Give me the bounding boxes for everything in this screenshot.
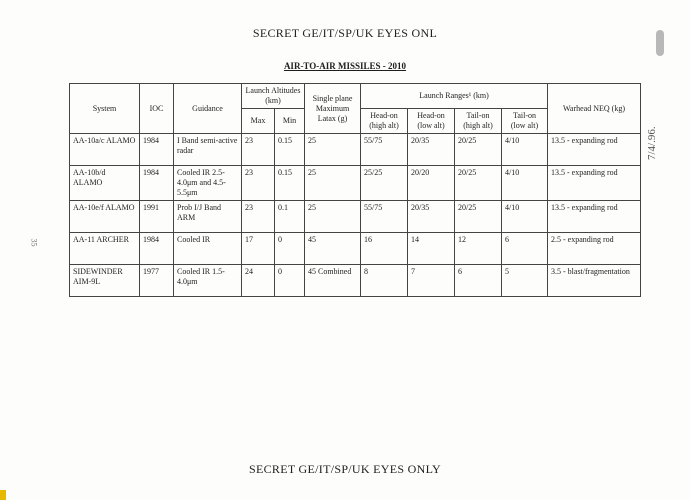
cell-head-on-high: 25/25: [361, 166, 408, 201]
cell-max: 23: [242, 201, 275, 233]
cell-warhead: 13.5 - expanding rod: [548, 166, 641, 201]
cell-ioc: 1984: [140, 233, 174, 265]
cell-tail-on-high: 12: [455, 233, 502, 265]
table-row: [70, 166, 641, 201]
cell-latax: 45 Combined: [305, 265, 361, 297]
cell-head-on-high: 55/75: [361, 201, 408, 233]
cell-head-on-low: 20/35: [408, 134, 455, 166]
cell-latax: 25: [305, 166, 361, 201]
cell-tail-on-low: 5: [502, 265, 548, 297]
cell-tail-on-low: 4/10: [502, 166, 548, 201]
cell-min: 0: [275, 265, 305, 297]
cell-max: 23: [242, 166, 275, 201]
cell-head-on-high: 8: [361, 265, 408, 297]
table-row: [70, 201, 641, 233]
cell-guidance: Cooled IR 2.5-4.0μm and 4.5-5.5μm: [174, 166, 242, 201]
cell-ioc: 1977: [140, 265, 174, 297]
cell-tail-on-high: 20/25: [455, 201, 502, 233]
cell-system: AA-10b/d ALAMO: [70, 166, 140, 201]
cell-max: 24: [242, 265, 275, 297]
col-head-on-high: Head-on (high alt): [361, 109, 408, 134]
cell-min: 0: [275, 233, 305, 265]
col-launch-altitudes: Launch Altitudes (km): [242, 84, 305, 109]
cell-warhead: 3.5 - blast/fragmentation: [548, 265, 641, 297]
cell-ioc: 1991: [140, 201, 174, 233]
cell-min: 0.1: [275, 201, 305, 233]
cell-guidance: I Band semi-active radar: [174, 134, 242, 166]
col-warhead: Warhead NEQ (kg): [548, 84, 641, 134]
cell-head-on-low: 20/35: [408, 201, 455, 233]
table-row: [70, 265, 641, 297]
corner-mark: [0, 490, 6, 500]
cell-max: 23: [242, 134, 275, 166]
cell-tail-on-high: 6: [455, 265, 502, 297]
col-tail-on-low: Tail-on (low alt): [502, 109, 548, 134]
cell-system: SIDEWINDER AIM-9L: [70, 265, 140, 297]
page-number: 35: [29, 238, 39, 247]
col-tail-on-high: Tail-on (high alt): [455, 109, 502, 134]
cell-min: 0.15: [275, 166, 305, 201]
col-min: Min: [275, 109, 305, 134]
cell-system: AA-11 ARCHER: [70, 233, 140, 265]
table-header-row: [70, 84, 641, 109]
cell-head-on-low: 7: [408, 265, 455, 297]
cell-head-on-low: 20/20: [408, 166, 455, 201]
cell-guidance: Cooled IR 1.5-4.0μm: [174, 265, 242, 297]
col-single-plane-latax: Single plane Maximum Latax (g): [305, 84, 361, 134]
cell-head-on-low: 14: [408, 233, 455, 265]
col-head-on-low: Head-on (low alt): [408, 109, 455, 134]
cell-latax: 25: [305, 134, 361, 166]
cell-warhead: 13.5 - expanding rod: [548, 134, 641, 166]
col-system: System: [70, 84, 140, 134]
cell-warhead: 13.5 - expanding rod: [548, 201, 641, 233]
col-guidance: Guidance: [174, 84, 242, 134]
document-title: AIR-TO-AIR MISSILES - 2010: [283, 61, 407, 71]
cell-tail-on-low: 4/10: [502, 134, 548, 166]
cell-min: 0.15: [275, 134, 305, 166]
col-launch-ranges: Launch Ranges¹ (km): [361, 84, 548, 109]
cell-tail-on-low: 4/10: [502, 201, 548, 233]
table-row: [70, 134, 641, 166]
cell-ioc: 1984: [140, 166, 174, 201]
col-max: Max: [242, 109, 275, 134]
classification-header: SECRET GE/IT/SP/UK EYES ONL: [252, 26, 438, 40]
classification-footer: SECRET GE/IT/SP/UK EYES ONLY: [249, 462, 441, 476]
cell-latax: 45: [305, 233, 361, 265]
cell-tail-on-high: 20/25: [455, 134, 502, 166]
cell-warhead: 2.5 - expanding rod: [548, 233, 641, 265]
cell-head-on-high: 16: [361, 233, 408, 265]
cell-guidance: Cooled IR: [174, 233, 242, 265]
cell-ioc: 1984: [140, 134, 174, 166]
cell-latax: 25: [305, 201, 361, 233]
handwritten-note: 7/4/.96.: [646, 126, 658, 160]
col-ioc: IOC: [140, 84, 174, 134]
cell-system: AA-10a/c ALAMO: [70, 134, 140, 166]
cell-max: 17: [242, 233, 275, 265]
missiles-table: [69, 83, 641, 297]
cell-head-on-high: 55/75: [361, 134, 408, 166]
ink-smudge: [656, 30, 664, 56]
table-row: [70, 233, 641, 265]
cell-tail-on-low: 6: [502, 233, 548, 265]
cell-tail-on-high: 20/25: [455, 166, 502, 201]
cell-system: AA-10e/f ALAMO: [70, 201, 140, 233]
cell-guidance: Prob I/J Band ARM: [174, 201, 242, 233]
